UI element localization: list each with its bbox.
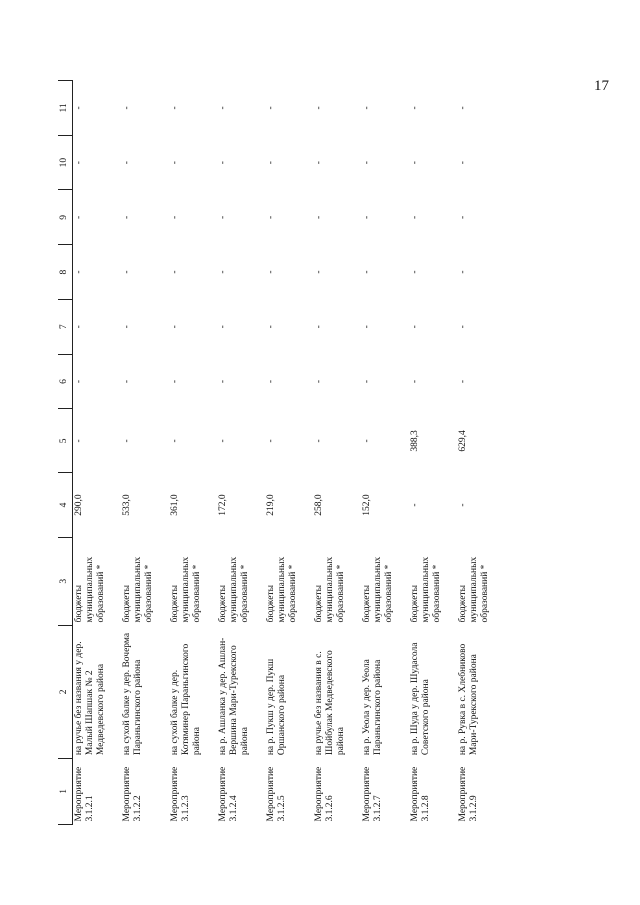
source-cell: бюджеты муниципальных образований * — [457, 556, 489, 623]
rotated-table-container — [58, 80, 583, 825]
value-cell: - — [73, 325, 84, 329]
table-row — [264, 81, 312, 825]
source-cell: бюджеты муниципальных образований * — [409, 556, 441, 623]
table-row — [168, 81, 216, 825]
value-cell: - — [409, 325, 419, 329]
value-cell: - — [313, 270, 323, 274]
value-cell: - — [361, 161, 371, 165]
value-cell: - — [265, 270, 275, 274]
event-cell: Мероприятие 3.1.2.1 — [73, 766, 95, 822]
value-cell: - — [73, 161, 84, 165]
value-cell: - — [169, 270, 179, 274]
value-cell: - — [169, 106, 179, 110]
header-cell: 4 — [58, 473, 73, 537]
table-row — [456, 81, 504, 825]
budget-table — [58, 80, 505, 825]
event-cell: Мероприятие 3.1.2.3 — [169, 766, 190, 822]
value-cell: - — [457, 325, 467, 329]
description-cell: на сухой балке у дер. Котяминер Параньгинского района — [169, 643, 201, 756]
event-cell: Мероприятие 3.1.2.5 — [265, 766, 286, 822]
description-cell: на ручье без названия в с. Шойбулак Медведевского района — [313, 650, 345, 756]
value-cell: - — [217, 270, 227, 274]
value-cell: - — [409, 503, 419, 507]
value-cell: - — [361, 325, 371, 329]
value-cell: - — [313, 379, 323, 384]
value-cell: - — [265, 215, 275, 219]
description-cell: на сухой балке у дер. Вочерма Параньгинского района — [121, 632, 142, 756]
value-cell: - — [409, 215, 419, 219]
event-cell: Мероприятие 3.1.2.9 — [457, 766, 478, 822]
value-cell: - — [313, 106, 323, 110]
value-cell: 629,4 — [457, 430, 467, 452]
event-cell: Мероприятие 3.1.2.4 — [217, 766, 238, 822]
value-cell: - — [121, 270, 131, 274]
value-cell: - — [121, 161, 131, 165]
value-cell: - — [313, 325, 323, 329]
value-cell: - — [73, 379, 84, 384]
header-cell: 11 — [58, 81, 73, 136]
header-cell: 6 — [58, 354, 73, 409]
value-cell: - — [121, 106, 131, 110]
table-row — [360, 81, 408, 825]
event-cell: Мероприятие 3.1.2.8 — [409, 766, 430, 822]
header-cell: 7 — [58, 299, 73, 354]
table-row — [72, 81, 120, 825]
value-cell: - — [217, 161, 227, 165]
source-cell: бюджеты муниципальных образований * — [265, 556, 297, 623]
value-cell: - — [457, 215, 467, 219]
value-cell: 290,0 — [73, 494, 84, 516]
value-cell: - — [361, 215, 371, 219]
table-row — [216, 81, 264, 825]
value-cell: - — [169, 161, 179, 165]
value-cell: - — [73, 106, 84, 110]
description-cell: на р. Шуда у дер. Шудасола Советского района — [409, 642, 430, 756]
table-row — [312, 81, 360, 825]
value-cell: - — [169, 325, 179, 329]
value-cell: 258,0 — [313, 494, 323, 516]
header-cell: 5 — [58, 409, 73, 473]
value-cell: - — [217, 325, 227, 329]
value-cell: - — [169, 439, 179, 443]
value-cell: - — [313, 215, 323, 219]
value-cell: - — [409, 270, 419, 274]
value-cell: 361,0 — [169, 494, 179, 516]
source-cell: бюджеты муниципальных образований * — [361, 556, 393, 623]
value-cell: - — [169, 215, 179, 219]
value-cell: - — [457, 161, 467, 165]
value-cell: - — [265, 439, 275, 443]
value-cell: 219,0 — [265, 494, 275, 516]
event-cell: Мероприятие 3.1.2.2 — [121, 766, 142, 822]
header-cell: 2 — [58, 626, 73, 759]
value-cell: - — [265, 325, 275, 329]
event-cell: Мероприятие 3.1.2.6 — [313, 766, 334, 822]
event-cell: Мероприятие 3.1.2.7 — [361, 766, 382, 822]
source-cell: бюджеты муниципальных образований * — [169, 556, 201, 623]
value-cell: - — [361, 106, 371, 110]
value-cell: 533,0 — [121, 494, 131, 516]
value-cell: - — [217, 439, 227, 443]
value-cell: - — [457, 379, 467, 384]
table-row — [408, 81, 456, 825]
value-cell: - — [169, 379, 179, 384]
source-cell: бюджеты муниципальных образований * — [313, 556, 345, 623]
table-row — [120, 81, 168, 825]
table-header-row — [58, 81, 73, 825]
source-cell: бюджеты муниципальных образований * — [121, 556, 153, 623]
value-cell: 172,0 — [217, 494, 227, 516]
value-cell: - — [409, 161, 419, 165]
value-cell: - — [409, 106, 419, 110]
value-cell: - — [265, 161, 275, 165]
value-cell: - — [73, 215, 84, 219]
value-cell: - — [217, 106, 227, 110]
value-cell: - — [457, 270, 467, 274]
description-cell: на р. Пукш у дер. Пукш Оршанского района — [265, 658, 286, 756]
description-cell: на р. Уеола у дер. Уеола Параньгинского района — [361, 659, 382, 756]
header-cell: 10 — [58, 135, 73, 190]
description-cell: на ручье без названия у дер. Малый Шапшак № 2 Медведевского района — [73, 641, 106, 756]
header-cell: 8 — [58, 245, 73, 300]
source-cell: бюджеты муниципальных образований * — [217, 556, 249, 623]
value-cell: - — [361, 379, 371, 384]
header-cell: 1 — [58, 758, 73, 824]
value-cell: - — [361, 439, 371, 443]
value-cell: 152,0 — [361, 494, 371, 516]
value-cell: - — [457, 503, 467, 507]
value-cell: - — [121, 379, 131, 384]
header-cell: 3 — [58, 537, 73, 625]
value-cell: - — [217, 379, 227, 384]
page-number: 17 — [594, 78, 609, 94]
value-cell: - — [265, 106, 275, 110]
header-cell: 9 — [58, 190, 73, 245]
value-cell: - — [217, 215, 227, 219]
source-cell: бюджеты муниципальных образований * — [73, 556, 106, 623]
value-cell: - — [313, 439, 323, 443]
value-cell: - — [457, 106, 467, 110]
value-cell: - — [73, 270, 84, 274]
description-cell: на р. Ашланка у дер. Ашлан-Вершина Мари-Турекского района — [217, 637, 249, 756]
value-cell: - — [313, 161, 323, 165]
value-cell: - — [265, 379, 275, 384]
value-cell: - — [409, 379, 419, 384]
value-cell: - — [361, 270, 371, 274]
value-cell: - — [121, 215, 131, 219]
value-cell: 388,3 — [409, 430, 419, 452]
value-cell: - — [73, 439, 84, 443]
value-cell: - — [121, 325, 131, 329]
description-cell: на р. Рувка в с. Хлебниково Мари-Турекского района — [457, 643, 478, 756]
value-cell: - — [121, 439, 131, 443]
